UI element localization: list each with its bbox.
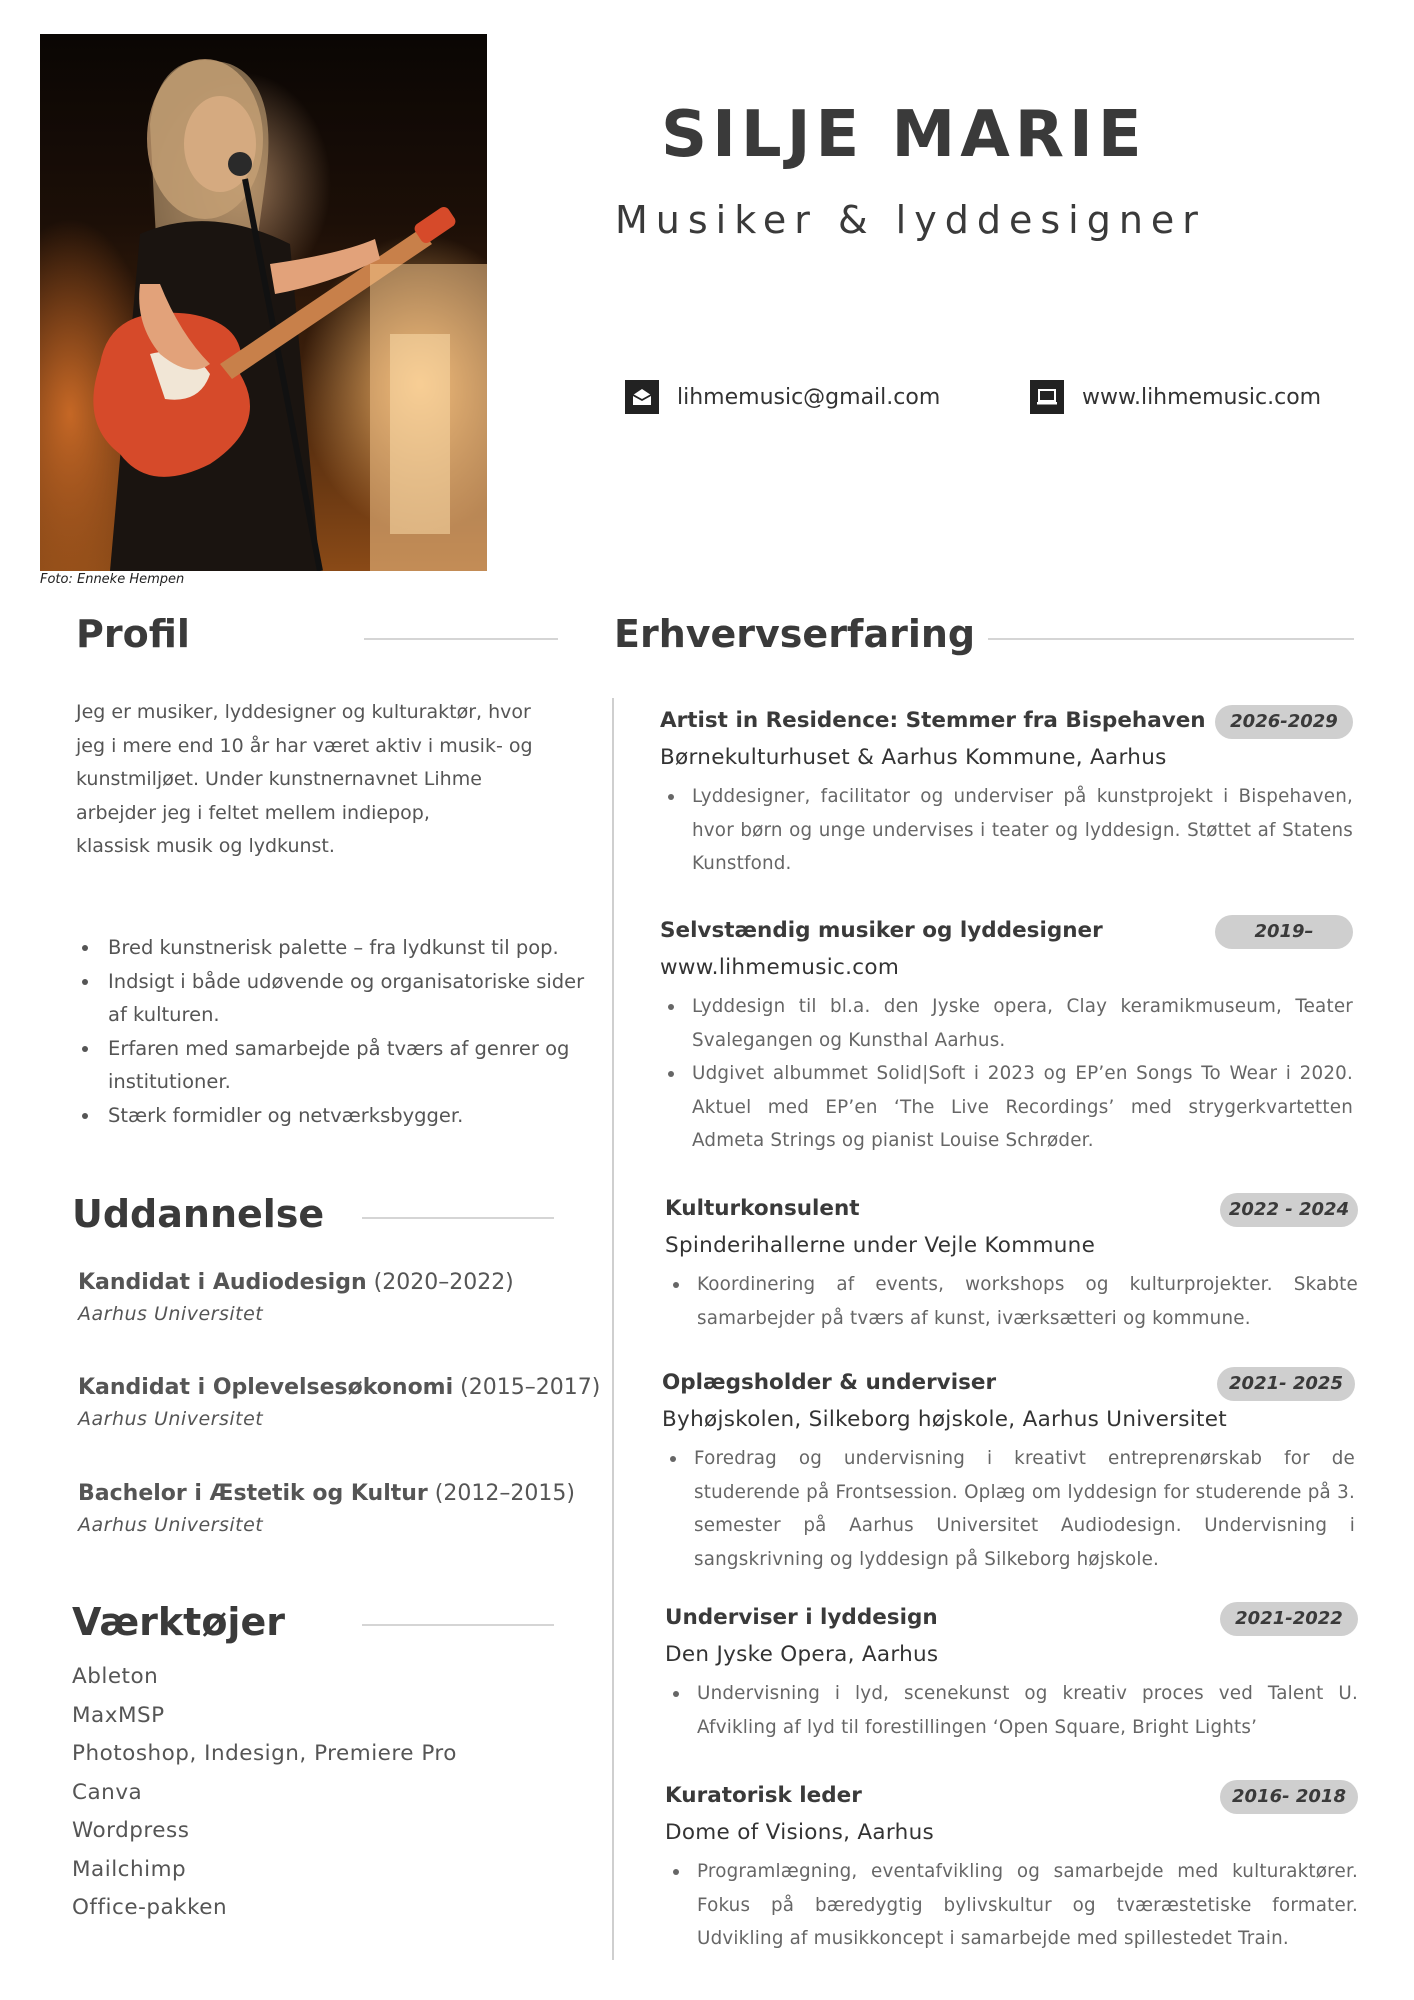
job-entry	[662, 1370, 1355, 1576]
profile-line: arbejder jeg i feltet mellem indiepop,	[76, 801, 430, 824]
email-contact[interactable]	[625, 380, 940, 414]
profile-text	[76, 696, 581, 864]
job-org: Den Jyske Opera, Aarhus	[665, 1642, 939, 1667]
tools-heading: Værktøjer	[72, 1600, 285, 1644]
job-org: Dome of Visions, Aarhus	[665, 1820, 935, 1845]
profile-heading: Profil	[76, 612, 190, 656]
experience-divider	[988, 638, 1354, 640]
job-title: Kuratorisk leder	[665, 1783, 862, 1808]
job-org: www.lihmemusic.com	[660, 955, 900, 980]
job-entry	[665, 1605, 1358, 1744]
email-text[interactable]: lihmemusic@gmail.com	[677, 384, 941, 410]
list-item: Office-pakken	[72, 1895, 228, 1920]
education-item	[78, 1270, 514, 1325]
job-entry	[660, 708, 1353, 881]
profile-bullets	[76, 931, 586, 1132]
profile-divider	[364, 638, 558, 640]
job-bullets	[665, 1677, 1358, 1744]
column-divider	[612, 698, 614, 1960]
person-name: SILJE MARIE	[661, 98, 1147, 172]
job-title: Underviser i lyddesign	[665, 1605, 938, 1630]
experience-heading: Erhvervserfaring	[614, 612, 976, 656]
job-org: Børnekulturhuset & Aarhus Kommune, Aarhus	[660, 745, 1167, 770]
list-item: MaxMSP	[72, 1702, 165, 1728]
list-item: Mailchimp	[72, 1856, 187, 1882]
list-item: Foredrag og undervisning i kreativt entreprenørskab for de studerende på Frontsession. Oplæg om lyddesign for studerende på 3. semester på Aarhus Universitet Audiodesign. Undervisning i sangskrivning og lyddesign på Silkeborg højskole.	[662, 1442, 1355, 1576]
education-years: (2015–2017)	[460, 1375, 601, 1400]
list-item: Lyddesign til bl.a. den Jyske opera, Clay keramikmuseum, Teater Svalegangen og Kunsthal Aarhus.	[660, 990, 1353, 1057]
list-item: Canva	[72, 1779, 143, 1805]
education-degree: Bachelor i Æstetik og Kultur	[78, 1481, 428, 1506]
list-item: Bred kunstnerisk palette – fra lydkunst til pop.	[76, 931, 586, 965]
job-period-badge: 2019–	[1215, 915, 1353, 949]
job-period-badge: 2016- 2018	[1220, 1780, 1358, 1814]
education-degree: Kandidat i Oplevelsesøkonomi	[78, 1375, 454, 1400]
job-bullets	[660, 990, 1353, 1158]
education-years: (2012–2015)	[434, 1481, 575, 1506]
list-item: Photoshop, Indesign, Premiere Pro	[72, 1741, 457, 1766]
job-entry	[660, 918, 1353, 1158]
profile-line: Jeg er musiker, lyddesigner og kulturaktør, hvor	[76, 701, 531, 723]
profile-line: jeg i mere end 10 år har været aktiv i musik- og	[76, 734, 533, 757]
list-item: Erfaren med samarbejde på tværs af genrer og institutioner.	[76, 1032, 586, 1099]
list-item: Stærk formidler og netværksbygger.	[76, 1099, 586, 1133]
list-item: Ableton	[72, 1664, 159, 1689]
job-org: Byhøjskolen, Silkeborg højskole, Aarhus Universitet	[662, 1407, 1227, 1432]
job-bullets	[660, 780, 1353, 881]
musician-illustration	[40, 34, 487, 571]
website-contact[interactable]	[1030, 380, 1321, 414]
job-title: Artist in Residence: Stemmer fra Bispehaven	[660, 708, 1206, 733]
list-item: Wordpress	[72, 1818, 190, 1843]
education-item	[78, 1375, 600, 1430]
laptop-icon	[1030, 380, 1064, 414]
education-degree-line	[78, 1270, 514, 1295]
education-degree-line	[78, 1375, 600, 1400]
education-divider	[362, 1217, 554, 1219]
list-item: Koordinering af events, workshops og kulturprojekter. Skabte samarbejder på tværs af kunst, iværksætteri og kommune.	[665, 1268, 1358, 1335]
education-school: Aarhus Universitet	[78, 1514, 264, 1536]
list-item: Udgivet albummet Solid|Soft i 2023 og EP’en Songs To Wear i 2020. Aktuel med EP’en ‘The Live Recordings’ med strygerkvartetten Admeta Strings og pianist Louise Schrøder.	[660, 1057, 1353, 1158]
job-bullets	[662, 1442, 1355, 1576]
education-years: (2020–2022)	[373, 1270, 514, 1295]
job-bullets	[665, 1855, 1358, 1956]
job-bullets	[665, 1268, 1358, 1335]
website-text[interactable]: www.lihmemusic.com	[1082, 384, 1322, 410]
job-title: Kulturkonsulent	[665, 1196, 860, 1221]
profile-line: klassisk musik og lydkunst.	[76, 835, 335, 857]
list-item: Indsigt i både udøvende og organisatoriske sider af kulturen.	[76, 965, 586, 1032]
job-title: Oplægsholder & underviser	[662, 1370, 997, 1395]
list-item: Undervisning i lyd, scenekunst og kreativ proces ved Talent U. Afvikling af lyd til forestillingen ‘Open Square, Bright Lights’	[665, 1677, 1358, 1744]
list-item: Lyddesigner, facilitator og underviser på kunstprojekt i Bispehaven, hvor børn og unge undervises i teater og lyddesign. Støttet af Statens Kunstfond.	[660, 780, 1353, 881]
photo-credit: Foto: Enneke Hempen	[40, 572, 185, 587]
job-subtitle: Musiker & lyddesigner	[615, 198, 1206, 242]
education-heading: Uddannelse	[72, 1192, 325, 1236]
profile-line: kunstmiljøet. Under kunstnernavnet Lihme	[76, 768, 482, 790]
profile-photo	[40, 34, 487, 571]
education-school: Aarhus Universitet	[78, 1303, 264, 1325]
job-period-badge: 2021-2022	[1220, 1602, 1358, 1636]
tools-list	[72, 1658, 457, 1928]
job-entry	[665, 1196, 1358, 1335]
job-period-badge: 2021- 2025	[1217, 1367, 1355, 1401]
envelope-icon	[625, 380, 659, 414]
job-org: Spinderihallerne under Vejle Kommune	[665, 1233, 1096, 1258]
education-item	[78, 1481, 575, 1536]
job-entry	[665, 1783, 1358, 1956]
job-title: Selvstændig musiker og lyddesigner	[660, 918, 1103, 943]
job-period-badge: 2026-2029	[1215, 705, 1353, 739]
list-item: Programlægning, eventafvikling og samarbejde med kulturaktører. Fokus på bæredygtig bylivskultur og tværæstetiske formater. Udvikling af musikkoncept i samarbejde med spillestedet Train.	[665, 1855, 1358, 1956]
tools-divider	[362, 1624, 554, 1626]
job-period-badge: 2022 - 2024	[1220, 1193, 1358, 1227]
education-degree: Kandidat i Audiodesign	[78, 1270, 367, 1295]
education-degree-line	[78, 1481, 575, 1506]
education-school: Aarhus Universitet	[78, 1408, 264, 1430]
